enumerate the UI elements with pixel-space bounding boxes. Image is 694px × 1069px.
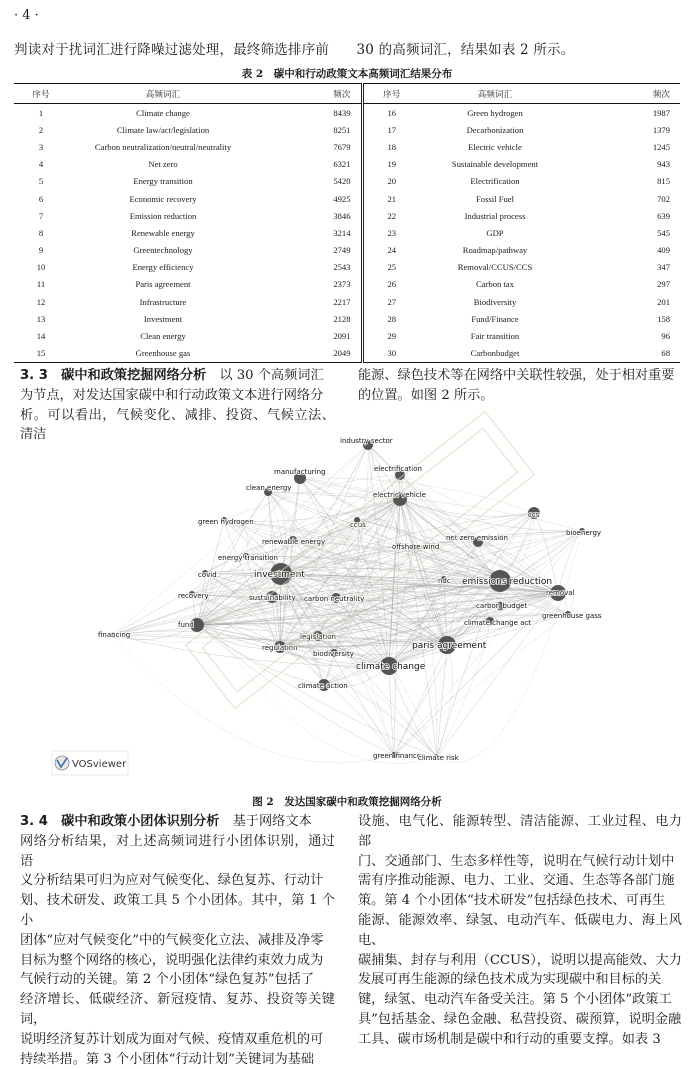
col-header-term: 高频词汇	[68, 84, 258, 104]
cell-term: Renewable energy	[131, 227, 195, 238]
col-header-term: 高频词汇	[420, 84, 570, 104]
cell-index: 19	[362, 156, 420, 173]
cell-term: Emission reduction	[129, 210, 197, 221]
cell-term: Clean energy	[140, 331, 186, 342]
paragraph-line: 气候行动的关键。第 2 个小团体“绿色复苏”包括了	[20, 972, 315, 988]
cell-frequency: 2091	[333, 331, 351, 342]
high-frequency-table	[14, 83, 680, 363]
cell-frequency: 7679	[333, 141, 351, 152]
paragraph-line: 需有序推动能源、电力、工业、交通、生态等各部门施	[358, 873, 675, 889]
cell-index: 3	[38, 141, 44, 152]
cell-term: Paris agreement	[135, 279, 191, 290]
table-row	[14, 156, 680, 173]
cell-index: 6	[38, 193, 44, 204]
network-node-label: electrification	[374, 465, 422, 473]
cell-term: Energy transition	[133, 176, 193, 187]
network-node-label: investment	[254, 570, 305, 580]
cell-term: Green hydrogen	[467, 107, 523, 118]
cell-term: Biodiversity	[473, 296, 517, 307]
paragraph-line: 键，绿氢、电动汽车备受关注。第 5 个小团体“政策工	[358, 992, 672, 1008]
cell-frequency: 5420	[333, 176, 351, 187]
network-node-label: covid	[198, 571, 217, 579]
network-node-label: climate risk	[418, 754, 459, 762]
cell-term: Fossil Fuel	[476, 193, 514, 204]
cell-frequency: 1245	[652, 141, 670, 152]
cell-frequency: 4925	[333, 193, 351, 204]
cell-term: Carbon neutralization/neutral/neutrality	[94, 141, 232, 152]
cell-index: 10	[36, 262, 46, 273]
col-header-frequency: 频次	[258, 84, 362, 104]
paragraph-line: 门、交通部门、生态多样性等，说明在气候行动计划中	[358, 853, 675, 869]
network-node-label: industry sector	[340, 437, 393, 445]
network-edge	[389, 666, 437, 757]
cell-index: 11	[36, 279, 46, 290]
table-row	[14, 242, 680, 259]
intro-line: 判读对于扰词汇进行降噪过滤处理，最终筛选排序前 30 的高频词汇，结果如表 2 所示。	[14, 42, 575, 58]
paragraph-line: 划、技术研发、政策工具 5 个小团体。其中，第 1 个小	[20, 893, 335, 928]
cell-index: 8	[38, 227, 44, 238]
cell-index: 14	[36, 331, 46, 342]
network-node-label: climate change act	[464, 619, 531, 627]
cell-frequency: 3214	[333, 227, 351, 238]
table-row	[14, 207, 680, 224]
keyword-network-map	[0, 425, 694, 793]
cell-frequency: 409	[657, 245, 670, 256]
cell-index: 4	[38, 159, 44, 170]
cell-term: Electric vehicle	[468, 141, 522, 152]
network-node-label: fund	[178, 621, 194, 629]
paragraph-line: 以 30 个高频词汇	[219, 368, 324, 383]
vosviewer-icon	[55, 756, 69, 770]
cell-frequency: 1379	[652, 124, 670, 135]
network-node-label: electric vehicle	[373, 491, 426, 499]
paragraph-line: 持续举措。第 3 个小团体“行动计划”关键词为基础	[20, 1051, 315, 1067]
network-node-label: carbon neutrality	[304, 595, 365, 603]
paragraph-line: 义分析结果可归为应对气候变化、绿色复苏、行动计	[20, 873, 324, 889]
section-3-4-right	[358, 812, 682, 1050]
cell-index: 20	[362, 173, 420, 190]
network-node-label: removal	[546, 589, 575, 597]
paragraph-line: 说明经济复苏计划成为面对气候、疫情双重危机的可	[20, 1031, 324, 1047]
network-node-label: bioenergy	[566, 529, 602, 537]
cell-frequency: 6321	[333, 159, 351, 170]
cell-index: 25	[362, 259, 420, 276]
paragraph-line: 具”包括基金、绿色金融、私营投资、碳预算，说明金融	[358, 1011, 682, 1027]
table-row	[14, 190, 680, 207]
cell-term: Investment	[143, 313, 183, 324]
cell-frequency: 2128	[333, 313, 351, 324]
network-edge	[437, 645, 453, 757]
network-node-label: ndc	[438, 577, 451, 585]
cell-term: Roadmap/pathway	[462, 245, 528, 256]
cell-term: Greenhouse gas	[68, 345, 258, 363]
network-node-label: climate action	[298, 682, 348, 690]
paragraph-line: 碳捕集、封存与利用（CCUS），说明以提高能效、大力	[358, 952, 682, 968]
cell-frequency: 943	[657, 159, 670, 170]
paragraph-line: 为节点，对发达国家碳中和行动政策文本进行网络分	[20, 387, 324, 403]
cell-index: 23	[362, 224, 420, 241]
cell-term: Sustainable development	[451, 159, 539, 170]
cell-index: 29	[362, 327, 420, 344]
network-edge	[192, 594, 437, 757]
cell-index: 15	[14, 345, 68, 363]
col-header-index: 序号	[362, 84, 420, 104]
table-row	[14, 259, 680, 276]
cell-term: Greentechnology	[133, 245, 193, 256]
network-edge	[400, 499, 534, 516]
network-node-label: recovery	[178, 592, 209, 600]
network-node-label: ccs	[528, 511, 540, 519]
cell-index: 5	[38, 176, 44, 187]
cell-frequency: 96	[661, 331, 670, 342]
network-node-label: clean energy	[246, 484, 292, 492]
cell-index: 12	[36, 296, 46, 307]
network-node-label: green finance	[373, 752, 422, 760]
cell-index: 13	[36, 313, 46, 324]
paragraph-line: 经济增长、低碳经济、新冠疫情、复苏、投资等关键词，	[20, 992, 335, 1027]
network-node-label: net zero emission	[446, 534, 508, 542]
figure-caption: 图 2 发达国家碳中和政策挖掘网络分析	[252, 796, 442, 808]
table-row	[14, 310, 680, 327]
section-3-4-left	[20, 812, 335, 1069]
col-header-frequency: 频次	[570, 84, 680, 104]
cell-frequency: 2373	[333, 279, 351, 290]
network-node-label: offshore wind	[392, 543, 440, 551]
network-edge	[197, 625, 437, 757]
cell-frequency: 297	[657, 279, 670, 290]
table-row	[14, 224, 680, 241]
cell-index: 1	[38, 107, 44, 118]
network-node-label: ccus	[350, 521, 366, 529]
cell-index: 18	[362, 138, 420, 155]
cell-term: Net zero	[148, 159, 178, 170]
table-row	[14, 327, 680, 344]
vosviewer-logo-text: VOSviewer	[72, 759, 127, 770]
cell-frequency: 702	[657, 193, 670, 204]
table-row	[14, 345, 680, 363]
cell-frequency: 8251	[333, 124, 351, 135]
table-row	[14, 121, 680, 138]
cell-index: 27	[362, 293, 420, 310]
network-node-label: greenhouse gass	[542, 612, 602, 620]
network-node-label: energy transition	[218, 554, 278, 562]
network-edge	[558, 531, 582, 593]
paragraph-line: 发展可再生能源的绿色技术成为实现碳中和目标的关	[358, 972, 662, 988]
cell-term: Economic recovery	[129, 193, 197, 204]
cell-term: Carbon tax	[476, 279, 514, 290]
section-heading-3-3: 3. 3 碳中和政策挖掘网络分析	[20, 368, 207, 383]
paragraph-line: 目标为整个网络的核心，说明强化法律约束效力成为	[20, 952, 324, 968]
paragraph-line: 团体“应对气候变化”中的气候变化立法、减排及净零	[20, 932, 324, 948]
cell-frequency: 545	[657, 227, 670, 238]
cell-frequency: 2049	[258, 345, 362, 363]
cell-term: Fair transition	[470, 331, 520, 342]
page-number: · 4 ·	[14, 8, 39, 23]
cell-term: Infrastructure	[139, 296, 187, 307]
cell-frequency: 68	[570, 345, 680, 363]
network-labels	[98, 437, 602, 762]
network-edge	[389, 666, 394, 755]
cell-term: Decarbonization	[466, 124, 524, 135]
cell-index: 21	[362, 190, 420, 207]
table-caption: 表 2 碳中和行动政策文本高频词汇结果分布	[241, 68, 453, 80]
paragraph-line: 能源、绿色技术等在网络中关联性较强，处于相对重要	[358, 368, 675, 383]
network-edge	[437, 593, 558, 757]
cell-term: Fund/Finance	[471, 313, 519, 324]
network-node-label: financing	[98, 631, 131, 639]
network-node-label: emissions reduction	[462, 577, 553, 587]
cell-frequency: 158	[657, 313, 670, 324]
paragraph-line: 的位置。如图 2 所示。	[358, 387, 494, 403]
cell-term: Carbonbudget	[420, 345, 570, 363]
network-node-label: manufacturing	[274, 468, 326, 476]
network-node-label: green hydrogen	[198, 518, 254, 526]
cell-frequency: 8439	[333, 107, 351, 118]
cell-term: Energy efficiency	[132, 262, 194, 273]
cell-index: 17	[362, 121, 420, 138]
cell-index: 2	[38, 124, 44, 135]
cell-frequency: 815	[657, 176, 670, 187]
cell-frequency: 2543	[333, 262, 351, 273]
cell-index: 16	[362, 104, 420, 122]
network-node-label: biodiversity	[313, 650, 354, 658]
cell-index: 26	[362, 276, 420, 293]
network-node-label: legislation	[300, 633, 336, 641]
cell-index: 24	[362, 242, 420, 259]
cell-index: 7	[38, 210, 44, 221]
cell-frequency: 201	[657, 296, 670, 307]
network-node-label: climate change	[356, 662, 426, 672]
table-row	[14, 104, 680, 122]
cell-term: Removal/CCUS/CCS	[457, 262, 533, 273]
section-heading-3-4: 3. 4 碳中和政策小团体识别分析	[20, 814, 220, 829]
table-row	[14, 138, 680, 155]
network-node-label: regulation	[262, 644, 298, 652]
cell-term: Climate change	[136, 107, 190, 118]
network-node-label: renewable energy	[262, 538, 326, 546]
network-edge	[272, 597, 280, 647]
paragraph-line: 析。可以看出，气候变化、减排、投资、气候立法、清洁	[20, 407, 335, 443]
network-node-label: carbon budget	[476, 602, 528, 610]
cell-index: 22	[362, 207, 420, 224]
cell-term: Climate law/act/legislation	[116, 124, 210, 135]
table-header-row	[14, 84, 680, 104]
col-header-index: 序号	[14, 84, 68, 104]
network-node-label: paris agreement	[412, 641, 487, 651]
section-3-3-right	[358, 366, 682, 406]
paragraph-line: 策。第 4 个小团体“技术研发”包括绿色技术、可再生	[358, 893, 666, 909]
cell-frequency: 1987	[652, 107, 670, 118]
cell-index: 9	[38, 245, 44, 256]
paragraph-line: 工具、碳市场机制是碳中和行动的重要支撑。如表 3	[358, 1031, 661, 1047]
network-node-label: sustainability	[249, 594, 296, 602]
paragraph-line: 设施、电气化、能源转型、清洁能源、工业过程、电力部	[358, 814, 682, 849]
paragraph-line: 网络分析结果，对上述高频词进行小团体识别，通过语	[20, 833, 335, 869]
table-row	[14, 276, 680, 293]
cell-term: GDP	[486, 227, 504, 238]
vosviewer-logo	[52, 751, 128, 775]
table-row	[14, 293, 680, 310]
cell-frequency: 2749	[333, 245, 351, 256]
cell-index: 28	[362, 310, 420, 327]
table-row	[14, 173, 680, 190]
cell-frequency: 3846	[333, 210, 351, 221]
cell-term: Industrial process	[464, 210, 526, 221]
cell-term: Electrification	[470, 176, 520, 187]
paragraph-line: 能源、能源效率、绿氢、电动汽车、低碳电力、海上风电、	[358, 912, 682, 948]
cell-frequency: 639	[657, 210, 670, 221]
paragraph-line: 基于网络文本	[232, 814, 312, 829]
cell-index: 30	[362, 345, 420, 363]
cell-frequency: 347	[657, 262, 670, 273]
cell-frequency: 2217	[333, 296, 351, 307]
